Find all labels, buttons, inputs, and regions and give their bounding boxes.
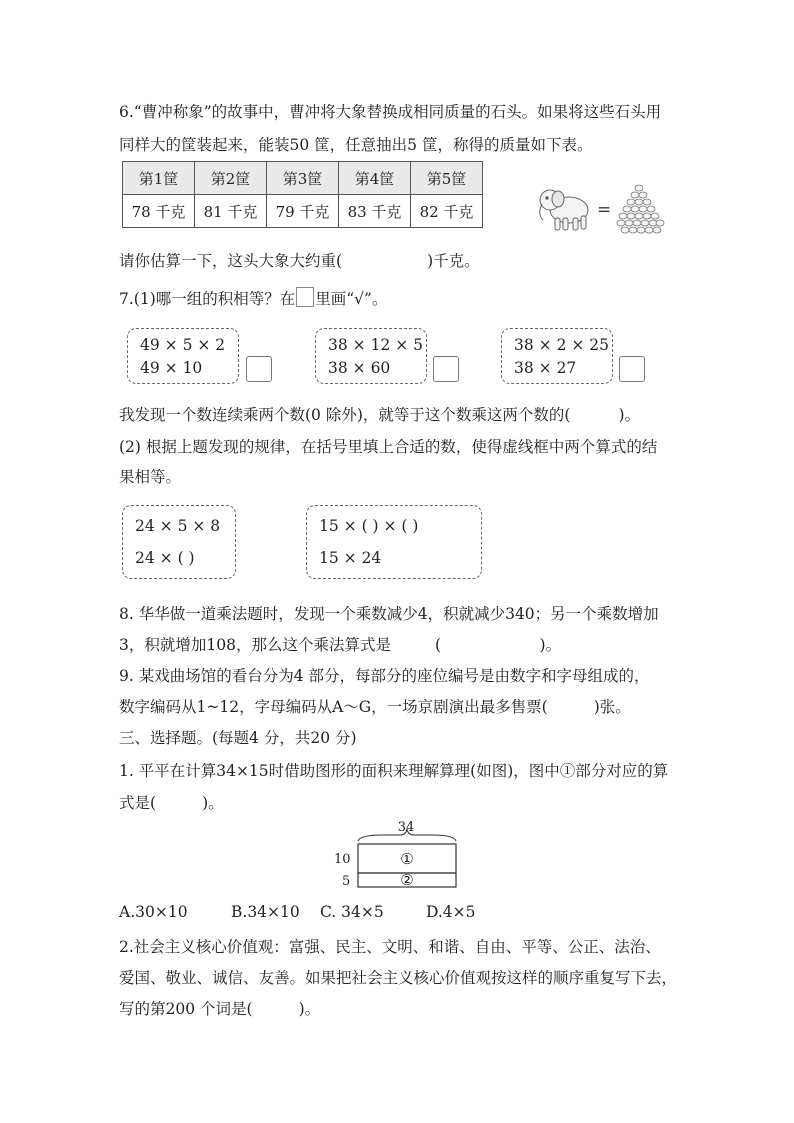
q7-discover-end: )。 <box>618 406 640 424</box>
answer-blank[interactable]: ( )。 <box>434 636 562 654</box>
checkbox-sample-icon <box>296 287 314 307</box>
table-cell: 81 千克 <box>195 195 267 228</box>
mc2-line3-text: 写的第200 个词是( <box>119 1000 253 1018</box>
diagram-part-label-2: ② <box>400 871 414 889</box>
weights-table <box>122 161 483 228</box>
q7-title <box>119 287 387 309</box>
table-header: 第3筐 <box>267 162 339 195</box>
area-diagram <box>330 815 490 895</box>
q8-line1: 8. 华华做一道乘法题时，发现一个乘数减少4，积就减少340；另一个乘数增加 <box>119 605 659 623</box>
section-heading: 三、选择题。(每题4 分，共20 分) <box>119 729 357 747</box>
expression-box-3 <box>501 328 613 384</box>
expression-line[interactable]: 24 × ( ) <box>135 549 195 567</box>
table-header: 第5筐 <box>411 162 483 195</box>
q6-line1: 6.“曹冲称象”的故事中，曹冲将大象替换成相同质量的石头。如果将这些石头用 <box>119 103 662 121</box>
answer-checkbox-3[interactable] <box>619 356 645 382</box>
diagram-label-left2: 5 <box>342 874 351 889</box>
mc2-line3-end: )。 <box>298 1000 321 1018</box>
elephant-icon <box>540 190 588 230</box>
expression-box-2 <box>315 328 427 384</box>
equals-sign: = <box>597 200 612 220</box>
expression-line: 15 × 24 <box>319 549 382 567</box>
elephant-stones-illustration <box>535 178 670 238</box>
q6-question-text: 请你估算一下，这头大象大约重( <box>119 252 343 270</box>
table-cell: 83 千克 <box>339 195 411 228</box>
expression-line[interactable]: 15 × ( ) × ( ) <box>319 517 419 535</box>
expression-box-5 <box>306 505 482 579</box>
expression-line: 38 × 12 × 5 <box>328 336 423 354</box>
brace-icon <box>358 829 456 841</box>
answer-checkbox-2[interactable] <box>433 356 459 382</box>
table-header: 第2筐 <box>195 162 267 195</box>
diagram-label-left1: 10 <box>334 852 351 867</box>
option-d[interactable]: D.4×5 <box>426 903 476 921</box>
q7-part2-line1: (2) 根据上题发现的规律，在括号里填上合适的数，使得虚线框中两个算式的结 <box>119 438 658 456</box>
mc1-line2-end: )。 <box>202 794 224 812</box>
expression-line: 24 × 5 × 8 <box>135 517 221 535</box>
stones-pile-icon <box>617 185 664 233</box>
table-header: 第1筐 <box>123 162 195 195</box>
table-cell: 79 千克 <box>267 195 339 228</box>
expression-box-1 <box>127 328 239 384</box>
table-cell: 82 千克 <box>411 195 483 228</box>
q9-line2-text: 数字编码从1~12，字母编码从A～G，一场京剧演出最多售票( <box>119 698 548 716</box>
expression-box-4 <box>122 505 236 579</box>
mc2-line1: 2.社会主义核心价值观：富强、民主、文明、和谐、自由、平等、公正、法治、 <box>119 938 661 956</box>
mc1-line1: 1. 平平在计算34×15时借助图形的面积来理解算理(如图)，图中①部分对应的算 <box>119 762 669 780</box>
table-header: 第4筐 <box>339 162 411 195</box>
expression-line: 38 × 60 <box>328 359 391 377</box>
q7-title-text: 7.(1)哪一组的积相等？在 <box>119 290 296 308</box>
q7-title-end: 里画“√”。 <box>315 290 388 308</box>
expression-line: 49 × 5 × 2 <box>140 336 226 354</box>
q9-line2-end: )张。 <box>593 698 631 716</box>
q7-part2-line2: 果相等。 <box>119 468 182 486</box>
q7-discover <box>119 403 640 425</box>
option-c[interactable]: C. 34×5 <box>320 903 384 921</box>
mc2-line3 <box>119 997 320 1019</box>
expression-line: 49 × 10 <box>140 359 203 377</box>
q8-line2 <box>119 633 561 655</box>
diagram-label-top: 34 <box>397 820 415 835</box>
table-cell: 78 千克 <box>123 195 195 228</box>
q8-line2-text: 3，积就增加108，那么这个乘法算式是 <box>119 636 391 654</box>
q6-question-end: )千克。 <box>427 252 480 270</box>
answer-checkbox-1[interactable] <box>246 356 272 382</box>
q9-line2 <box>119 695 631 717</box>
mc1-line2-text: 式是( <box>119 794 157 812</box>
q7-discover-text: 我发现一个数连续乘两个数(0 除外)，就等于这个数乘这两个数的( <box>119 406 571 424</box>
expression-line: 38 × 2 × 25 <box>514 336 609 354</box>
mc1-line2 <box>119 791 224 813</box>
q6-question <box>119 249 480 271</box>
mc2-line2: 爱国、敬业、诚信、友善。如果把社会主义核心价值观按这样的顺序重复写下去， <box>119 969 678 987</box>
q6-line2: 同样大的筐装起来，能装50 筐，任意抽出5 筐，称得的质量如下表。 <box>119 136 593 154</box>
diagram-part-label-1: ① <box>400 850 414 868</box>
option-b[interactable]: B.34×10 <box>231 903 300 921</box>
q9-line1: 9. 某戏曲场馆的看台分为4 部分，每部分的座位编号是由数字和字母组成的， <box>119 667 650 685</box>
option-a[interactable]: A.30×10 <box>119 903 188 921</box>
expression-line: 38 × 27 <box>514 359 577 377</box>
